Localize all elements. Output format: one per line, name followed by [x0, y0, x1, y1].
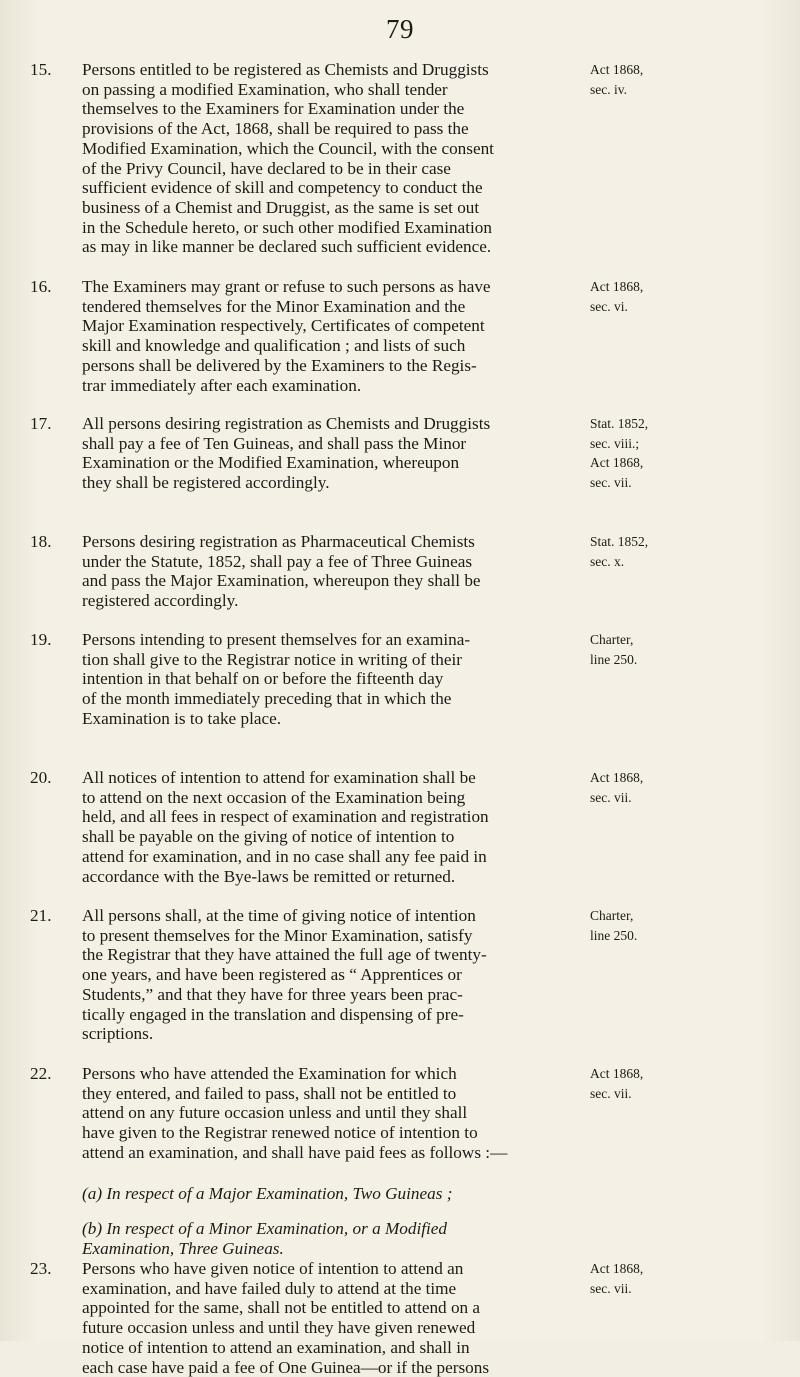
text-line: held, and all fees in respect of examination and registration [82, 807, 489, 827]
paragraph [30, 414, 772, 493]
text-line: the Registrar that they have attained the full age of twenty- [82, 945, 487, 965]
paragraph [30, 60, 772, 257]
text-line: Major Examination respectively, Certificates of competent [82, 316, 485, 336]
paragraph-number: 15. [30, 60, 52, 79]
paragraph-text [82, 414, 586, 493]
text-line: future occasion unless and until they have given renewed [82, 1318, 476, 1338]
marginal-reference: Act 1868, sec. vii. [590, 1261, 644, 1296]
text-line: (b) In respect of a Minor Examination, or a Modified [82, 1219, 448, 1238]
text-line: Students,” and that they have for three years been prac- [82, 984, 463, 1004]
marginal-reference: Act 1868, sec. vi. [590, 279, 644, 314]
text-line: themselves to the Examiners for Examination under the [82, 99, 465, 119]
paragraph [30, 630, 772, 729]
paragraph-text [82, 60, 586, 257]
paragraph-text [82, 906, 586, 1044]
text-line: on passing a modified Examination, who shall tender [82, 79, 448, 99]
text-line: Persons who have attended the Examination for which [82, 1064, 457, 1083]
paragraph-text [82, 630, 586, 729]
text-line: tion shall give to the Registrar notice in writing of their [82, 649, 462, 669]
text-line: intention in that behalf on or before the fifteenth day [82, 669, 444, 689]
text-line: registered accordingly. [82, 591, 239, 611]
text-line: and pass the Major Examination, whereupon they shall be [82, 571, 481, 591]
text-line: Persons intending to present themselves for an examina- [82, 630, 471, 649]
marginal-reference: Charter, line 250. [590, 908, 638, 943]
text-line: each case have paid a fee of One Guinea—or if the persons [82, 1357, 490, 1377]
text-line: attend for examination, and in no case shall any fee paid in [82, 846, 487, 866]
text-line: shall be payable on the giving of notice of intention to [82, 827, 455, 847]
text-line: The Examiners may grant or refuse to such persons as have [82, 277, 491, 296]
marginal-reference: Act 1868, sec. iv. [590, 62, 644, 97]
paragraph-number: 22. [30, 1064, 52, 1083]
paragraph-number: 23. [30, 1259, 52, 1278]
text-line: Persons desiring registration as Pharmaceutical Chemists [82, 532, 475, 551]
paragraph-number: 17. [30, 414, 52, 433]
text-line: have given to the Registrar renewed notice of intention to [82, 1123, 478, 1143]
text-line: persons shall be delivered by the Examiners to the Regis- [82, 355, 477, 375]
text-line: one years, and have been registered as “ Apprentices or [82, 965, 462, 985]
text-line: Examination or the Modified Examination, whereupon [82, 453, 460, 473]
paragraph-number: 18. [30, 532, 52, 551]
paragraph-text [82, 277, 586, 395]
paragraph-number: 16. [30, 277, 52, 296]
text-line: as may in like manner be declared such sufficient evidence. [82, 237, 492, 257]
paragraph [30, 1259, 772, 1377]
text-line: attend on any future occasion unless and until they shall [82, 1103, 468, 1123]
text-line: sufficient evidence of skill and competency to conduct the [82, 178, 483, 198]
text-line: examination, and have failed duly to attend at the time [82, 1278, 457, 1298]
text-line: to present themselves for the Minor Examination, satisfy [82, 925, 473, 945]
text-line: skill and knowledge and qualification ; and lists of such [82, 336, 466, 356]
text-line: business of a Chemist and Druggist, as the same is set out [82, 197, 480, 217]
text-line: shall pay a fee of Ten Guineas, and shall pass the Minor [82, 433, 467, 453]
text-line: to attend on the next occasion of the Examination being [82, 787, 466, 807]
paragraph-number: 21. [30, 906, 52, 925]
marginal-reference: Stat. 1852, sec. viii.; Act 1868, sec. vii. [590, 416, 649, 491]
page-number: 79 [386, 14, 414, 44]
text-line: All notices of intention to attend for examination shall be [82, 768, 476, 787]
text-line: Examination is to take place. [82, 708, 282, 728]
text-line: All persons desiring registration as Chemists and Druggists [82, 414, 491, 433]
paragraph [30, 768, 772, 886]
paragraph [30, 1064, 772, 1163]
text-line: notice of intention to attend an examination, and shall in [82, 1337, 470, 1357]
text-line: appointed for the same, shall not be entitled to attend on a [82, 1298, 481, 1318]
text-line: they entered, and failed to pass, shall not be entitled to [82, 1083, 457, 1103]
text-line: (a) In respect of a Major Examination, Two Guineas ; [82, 1184, 453, 1203]
text-line: of the month immediately preceding that in which the [82, 689, 452, 709]
marginal-reference: Stat. 1852, sec. x. [590, 534, 649, 569]
paragraph-text [82, 1259, 586, 1377]
marginal-reference: Act 1868, sec. vii. [590, 1066, 644, 1101]
text-line: accordance with the Bye-laws be remitted or returned. [82, 866, 456, 886]
paragraph-text [82, 1064, 586, 1163]
paragraph-number: 20. [30, 768, 52, 787]
text-line: of the Privy Council, have declared to be in their case [82, 158, 451, 178]
text-line: under the Statute, 1852, shall pay a fee of Three Guineas [82, 551, 473, 571]
text-line: they shall be registered accordingly. [82, 473, 330, 493]
paragraph-number: 19. [30, 630, 52, 649]
text-line: attend an examination, and shall have paid fees as follows :— [82, 1142, 508, 1162]
text-line: Persons who have given notice of intention to attend an [82, 1259, 464, 1278]
text-line: Examination, Three Guineas. [82, 1238, 284, 1258]
marginal-reference: Act 1868, sec. vii. [590, 770, 644, 805]
text-line: Modified Examination, which the Council, with the consent [82, 138, 494, 158]
text-line: tically engaged in the translation and dispensing of pre- [82, 1004, 464, 1024]
paragraph [30, 906, 772, 1044]
fee-sub-item [82, 1219, 722, 1258]
paragraph [30, 532, 772, 611]
text-line: Persons entitled to be registered as Chemists and Druggists [82, 60, 489, 79]
text-line: trar immediately after each examination. [82, 375, 362, 395]
paragraph-text [82, 532, 586, 611]
text-line: tendered themselves for the Minor Examination and the [82, 296, 466, 316]
paragraph [30, 277, 772, 395]
text-line: scriptions. [82, 1024, 154, 1044]
marginal-reference: Charter, line 250. [590, 632, 638, 667]
paragraph-text [82, 768, 586, 886]
text-line: in the Schedule hereto, or such other modified Examination [82, 217, 492, 237]
text-line: provisions of the Act, 1868, shall be required to pass the [82, 119, 469, 139]
fee-sub-item [82, 1184, 722, 1204]
text-line: All persons shall, at the time of giving notice of intention [82, 906, 476, 925]
